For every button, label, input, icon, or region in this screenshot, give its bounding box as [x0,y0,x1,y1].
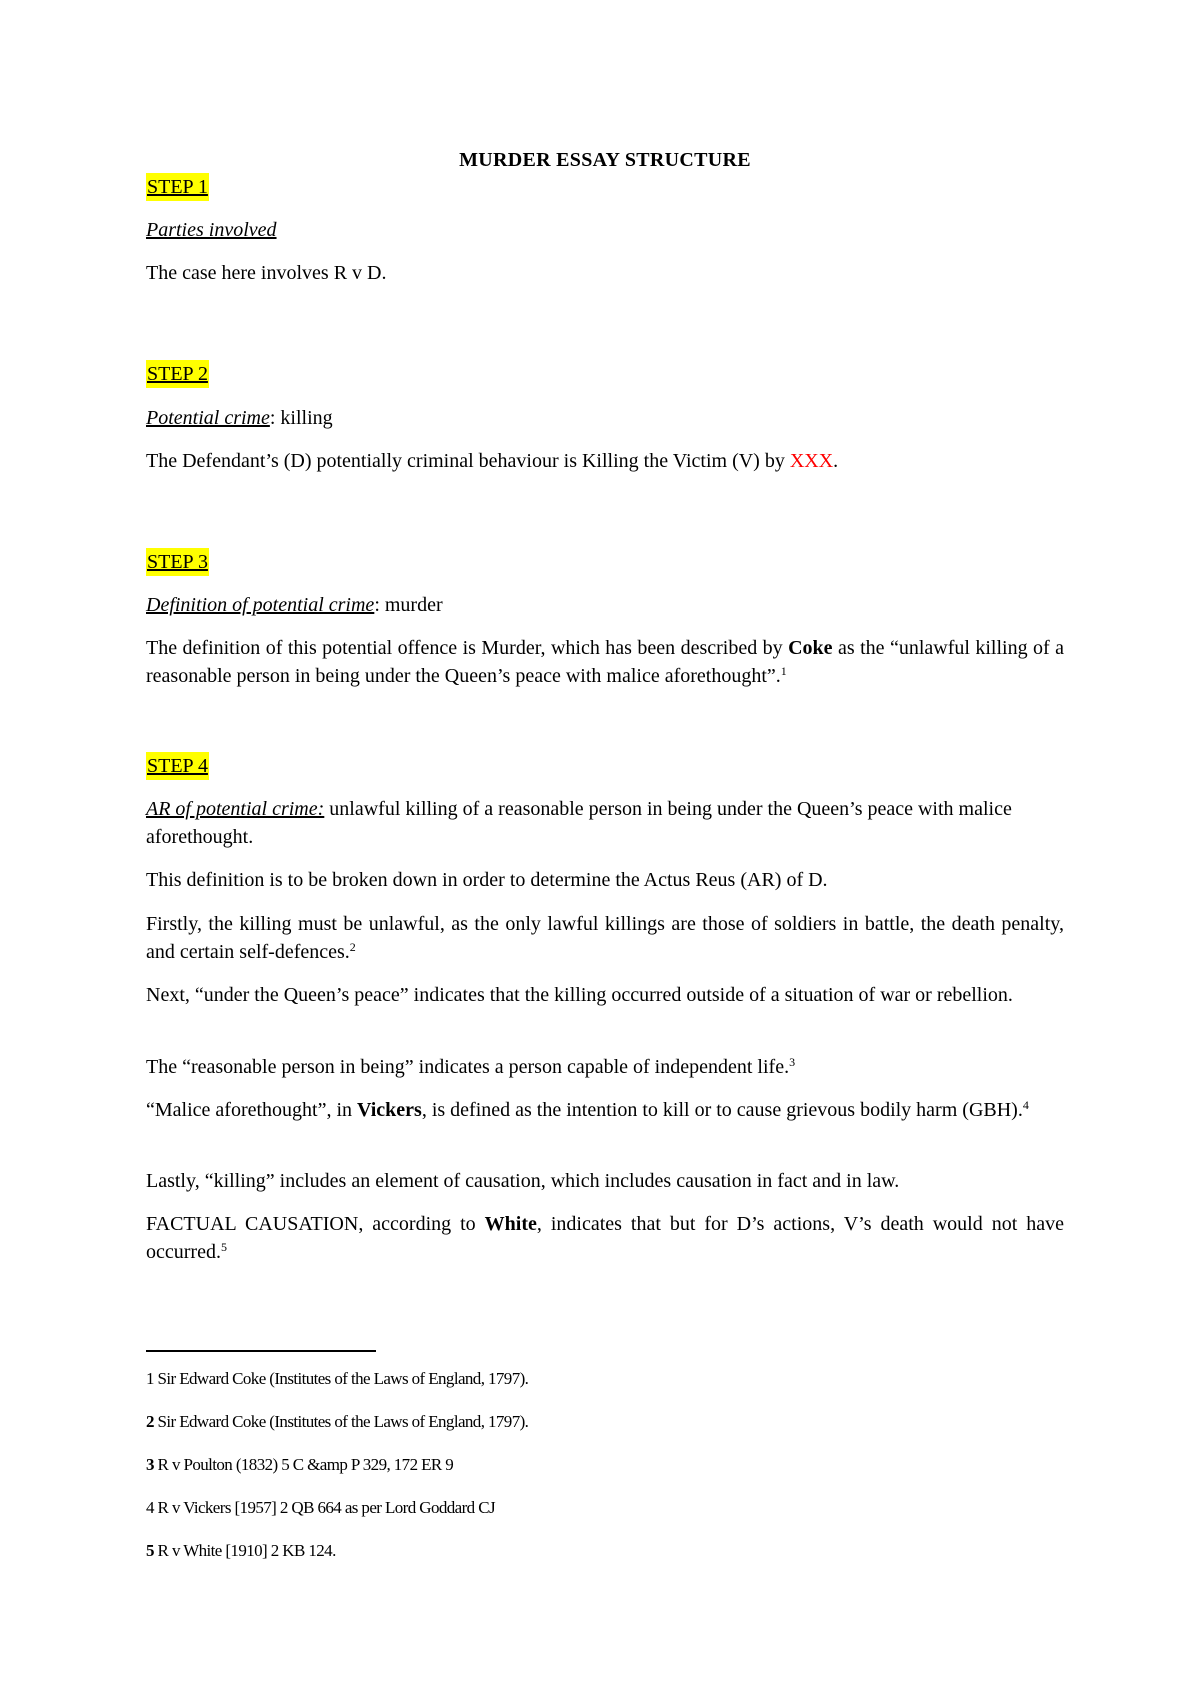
footnote-4-text: R v Vickers [1957] 2 QB 664 as per Lord Goddard CJ [153,1498,495,1517]
step-4-paragraph-5-b: , is defined as the intention to kill or to cause grievous bodily harm (GBH). [421,1099,1023,1121]
step-4-paragraph-2-text: Firstly, the killing must be unlawful, as the only lawful killings are those of soldiers in battle, the death penalty, and certain self-defences. [146,913,1064,963]
footnote-2-text: Sir Edward Coke (Institutes of the Laws of England, 1797). [153,1412,529,1431]
footnote-4-number: 4 [146,1498,154,1517]
step-2-text [146,447,1064,475]
step-3-label: STEP 3 [146,548,209,576]
step-4-heading-line [146,795,1064,851]
footnote-ref-3[interactable]: 3 [789,1055,796,1069]
footnote-separator [146,1350,376,1352]
footnote-1-text: Sir Edward Coke (Institutes of the Laws of England, 1797). [153,1369,529,1388]
step-4-paragraph-5 [146,1096,1064,1124]
step-4-label: STEP 4 [146,752,209,780]
footnote-1-number: 1 [146,1369,154,1388]
step-2-label: STEP 2 [146,360,209,388]
step-4-paragraph-6: Lastly, “killing” includes an element of causation, which includes causation in fact and in law. [146,1170,900,1192]
step-1-heading: Parties involved [146,219,277,241]
step-2-heading-rest: : killing [269,407,333,429]
footnote-5-number: 5 [146,1541,154,1560]
step-2-text-red: XXX [789,450,834,472]
footnote-ref-4[interactable]: 4 [1022,1098,1029,1112]
step-2-text-a: The Defendant’s (D) potentially criminal behaviour is Killing the Victim (V) by [146,450,790,472]
footnote-5 [146,1540,336,1562]
footnote-2 [146,1411,528,1433]
step-4-paragraph-4 [146,1053,1064,1081]
step-3-text-b: as the “unlawful killing of a reasonable person in being under the Queen’s peace with malice aforethought”. [146,637,1064,687]
step-4-heading-rest: unlawful killing of a reasonable person in being under the Queen’s peace with malice aforethought. [146,798,1012,848]
step-3-heading-rest: : murder [374,594,443,616]
step-4-paragraph-5-a: “Malice aforethought”, in [146,1099,358,1121]
step-4-paragraph-7-b: , indicates that but for D’s actions, V’s death would not have occurred. [146,1213,1064,1263]
step-4-paragraph-7-a: FACTUAL CAUSATION, according to [146,1213,485,1235]
footnote-ref-1[interactable]: 1 [780,664,787,678]
footnote-4 [146,1497,495,1519]
footnote-1 [146,1368,528,1390]
step-3-heading: Definition of potential crime [146,594,375,616]
step-3-text-bold: Coke [788,637,833,659]
page-title: MURDER ESSAY STRUCTURE [459,149,751,171]
step-4-paragraph-7 [146,1210,1064,1266]
step-3-label-line [146,548,1064,576]
footnote-5-text: R v White [1910] 2 KB 124. [153,1541,336,1560]
footnote-ref-5[interactable]: 5 [220,1240,227,1254]
step-2-label-line [146,360,1064,388]
step-1-heading-line [146,216,1064,244]
footnote-3-text: R v Poulton (1832) 5 C &amp P 329, 172 ER 9 [153,1455,454,1474]
step-1-label: STEP 1 [146,173,209,201]
step-1-label-line [146,173,1064,201]
step-4-label-line [146,752,1064,780]
footnote-3-number: 3 [146,1455,154,1474]
step-4-paragraph-3: Next, “under the Queen’s peace” indicates that the killing occurred outside of a situation of war or rebellion. [146,984,1013,1006]
step-4-paragraph-7-bold: White [484,1213,537,1235]
step-4-paragraph-2 [146,910,1064,966]
footnote-2-number: 2 [146,1412,154,1431]
step-3-text-a: The definition of this potential offence is Murder, which has been described by [146,637,789,659]
footnote-3 [146,1454,453,1476]
step-2-heading: Potential crime [146,407,270,429]
step-4-heading: AR of potential crime: [146,798,325,820]
step-4-paragraph-4-text: The “reasonable person in being” indicates a person capable of independent life. [146,1056,790,1078]
step-4-paragraph-1: This definition is to be broken down in order to determine the Actus Reus (AR) of D. [146,869,828,891]
step-4-paragraph-5-bold: Vickers [357,1099,422,1121]
step-1-text: The case here involves R v D. [146,262,387,284]
step-2-text-b: . [833,450,839,472]
step-3-text [146,634,1064,690]
step-3-heading-line [146,591,1064,619]
step-2-heading-line [146,404,1064,432]
footnote-ref-2[interactable]: 2 [349,940,356,954]
